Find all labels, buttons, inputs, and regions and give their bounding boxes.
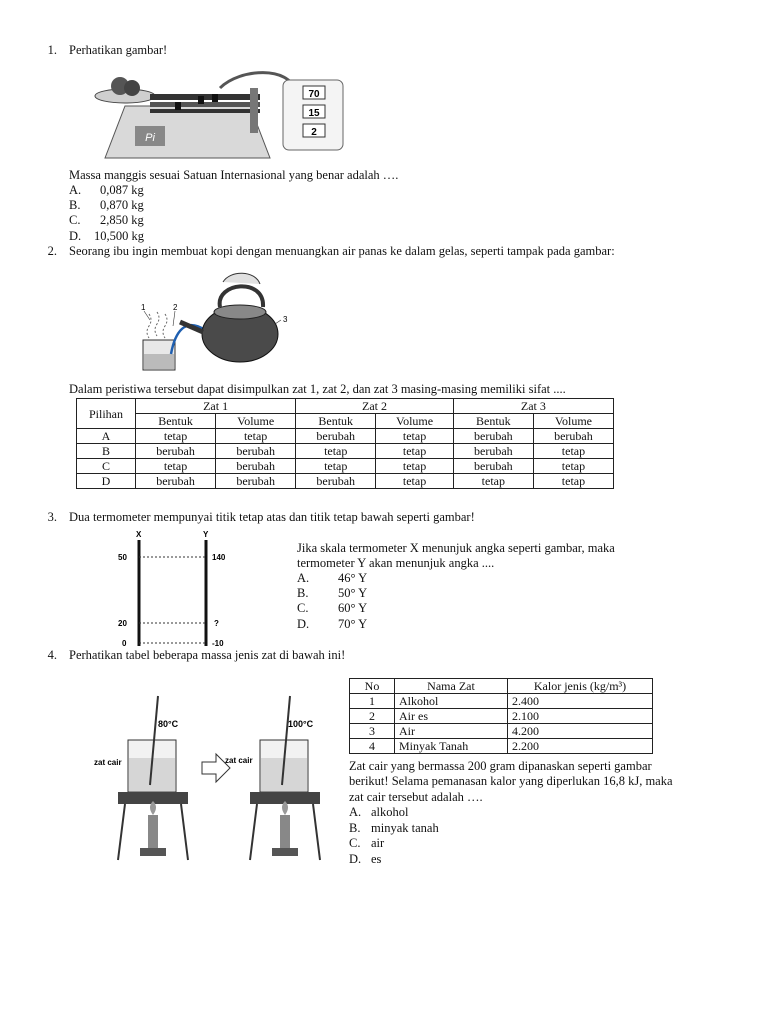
sub-header: Volume — [216, 414, 296, 429]
thermometers-figure — [110, 528, 260, 650]
q3-option-a-letter: A. — [297, 571, 310, 585]
thermometer-y-label: Y — [203, 530, 209, 539]
q1-option-c-letter: C. — [69, 213, 81, 227]
q4-option-b-text: minyak tanah — [371, 821, 439, 835]
kettle-pouring-figure — [135, 262, 295, 378]
question-2-text: Dalam peristiwa tersebut dapat disimpulkan zat 1, zat 2, dan zat 3 masing-masing memiliki sifat .... — [69, 382, 566, 396]
sub-header: Volume — [533, 414, 613, 429]
table-cell: berubah — [136, 444, 216, 459]
table-cell: tetap — [216, 429, 296, 444]
label-zat-cair-right: zat cair — [225, 756, 253, 765]
table-cell: 1 — [350, 694, 395, 709]
q3-option-b-letter: B. — [297, 586, 309, 600]
label-3: 3 — [283, 315, 288, 324]
table-cell: 2.200 — [508, 739, 653, 754]
question-1-text: Massa manggis sesuai Satuan Internasional yang benar adalah …. — [69, 168, 399, 182]
table-header-zat3: Zat 3 — [453, 399, 613, 414]
table-header-nama-zat: Nama Zat — [395, 679, 508, 694]
q4-option-a-letter: A. — [349, 805, 362, 819]
table-cell: Minyak Tanah — [395, 739, 508, 754]
table-cell: tetap — [533, 444, 613, 459]
table-cell: berubah — [216, 474, 296, 489]
question-4-text-line2: berikut! Selama pemanasan kalor yang diperlukan 16,8 kJ, maka — [349, 774, 673, 788]
q3-option-d-letter: D. — [297, 617, 310, 631]
q1-option-a-letter: A. — [69, 183, 82, 197]
q1-option-c-text: 2,850 kg — [100, 213, 144, 227]
q1-option-a-text: 0,087 kg — [100, 183, 144, 197]
row-label: D — [77, 474, 136, 489]
y-top-value: 140 — [212, 553, 226, 562]
table-cell: Air — [395, 724, 508, 739]
question-4-text-line3: zat cair tersebut adalah …. — [349, 790, 483, 804]
y-bottom-value: -10 — [212, 639, 224, 648]
heating-beakers-figure — [90, 690, 340, 865]
table-cell: tetap — [533, 459, 613, 474]
q1-option-d-letter: D. — [69, 229, 82, 243]
table-cell: 2.400 — [508, 694, 653, 709]
row-label: C — [77, 459, 136, 474]
table-cell: berubah — [216, 459, 296, 474]
table-cell: berubah — [453, 444, 533, 459]
thermometer-x-label: X — [136, 530, 142, 539]
table-header-zat1: Zat 1 — [136, 399, 296, 414]
question-4-number: 4. — [47, 648, 57, 662]
table-cell: tetap — [376, 444, 454, 459]
table-cell: 4 — [350, 739, 395, 754]
temp-left: 80°C — [158, 719, 179, 729]
q4-option-d-text: es — [371, 852, 382, 866]
table-cell: 2 — [350, 709, 395, 724]
label-zat-cair-left: zat cair — [94, 758, 122, 767]
table-cell: tetap — [136, 459, 216, 474]
table-cell: tetap — [533, 474, 613, 489]
question-1-prompt: Perhatikan gambar! — [69, 43, 168, 57]
q4-specific-heat-table — [349, 678, 653, 754]
table-cell: tetap — [136, 429, 216, 444]
sub-header: Bentuk — [296, 414, 376, 429]
scale-readout-2: 15 — [308, 108, 320, 119]
table-row — [350, 709, 653, 724]
scale-logo-text: Pi — [145, 132, 155, 144]
q1-option-b-letter: B. — [69, 198, 81, 212]
q3-option-a-text: 46° Y — [338, 571, 368, 585]
table-cell: berubah — [453, 429, 533, 444]
table-cell: tetap — [376, 459, 454, 474]
question-4-text-line1: Zat cair yang bermassa 200 gram dipanaskan seperti gambar — [349, 759, 652, 773]
scale-readout-3: 2 — [311, 127, 317, 138]
balance-scale-figure — [90, 66, 350, 166]
x-mid-value: 20 — [118, 619, 127, 628]
table-cell: Air es — [395, 709, 508, 724]
sub-header: Bentuk — [136, 414, 216, 429]
q1-option-b-text: 0,870 kg — [100, 198, 144, 212]
q4-option-c-text: air — [371, 836, 385, 850]
table-row — [77, 459, 614, 474]
temp-right: 100°C — [288, 719, 314, 729]
q4-option-b-letter: B. — [349, 821, 361, 835]
question-3-text-line1: Jika skala termometer X menunjuk angka seperti gambar, maka — [297, 541, 615, 555]
table-row — [77, 474, 614, 489]
label-2: 2 — [173, 303, 178, 312]
x-bottom-value: 0 — [122, 639, 127, 648]
label-1: 1 — [141, 303, 146, 312]
table-cell: 3 — [350, 724, 395, 739]
scale-readout-1: 70 — [308, 89, 320, 100]
table-row — [350, 739, 653, 754]
question-2-prompt: Seorang ibu ingin membuat kopi dengan menuangkan air panas ke dalam gelas, seperti tampak pada gambar: — [69, 244, 615, 258]
row-label: B — [77, 444, 136, 459]
q3-option-c-text: 60° Y — [338, 601, 368, 615]
q4-option-a-text: alkohol — [371, 805, 409, 819]
q4-option-c-letter: C. — [349, 836, 361, 850]
q3-option-b-text: 50° Y — [338, 586, 368, 600]
table-cell: 4.200 — [508, 724, 653, 739]
x-top-value: 50 — [118, 553, 127, 562]
table-cell: berubah — [453, 459, 533, 474]
q3-option-d-text: 70° Y — [338, 617, 368, 631]
question-4-prompt: Perhatikan tabel beberapa massa jenis zat di bawah ini! — [69, 648, 346, 662]
question-3-prompt: Dua termometer mempunyai titik tetap atas dan titik tetap bawah seperti gambar! — [69, 510, 475, 524]
table-header-no: No — [350, 679, 395, 694]
question-3-number: 3. — [47, 510, 57, 524]
table-cell: tetap — [453, 474, 533, 489]
q2-properties-table — [76, 398, 614, 489]
table-row — [350, 694, 653, 709]
sub-header: Bentuk — [453, 414, 533, 429]
table-cell: berubah — [296, 474, 376, 489]
q1-option-d-text: 10,500 kg — [94, 229, 144, 243]
y-mid-value: ? — [214, 619, 219, 628]
table-cell: Alkohol — [395, 694, 508, 709]
question-1-number: 1. — [47, 43, 57, 57]
table-cell: tetap — [376, 429, 454, 444]
table-cell: tetap — [376, 474, 454, 489]
table-row — [77, 429, 614, 444]
table-cell: berubah — [533, 429, 613, 444]
table-header-kalor-jenis: Kalor jenis (kg/m³) — [508, 679, 653, 694]
table-cell: berubah — [216, 444, 296, 459]
q3-option-c-letter: C. — [297, 601, 309, 615]
table-cell: berubah — [136, 474, 216, 489]
question-3-text-line2: termometer Y akan menunjuk angka .... — [297, 556, 495, 570]
table-cell: tetap — [296, 459, 376, 474]
table-header-pilihan: Pilihan — [77, 399, 136, 429]
sub-header: Volume — [376, 414, 454, 429]
table-header-zat2: Zat 2 — [296, 399, 454, 414]
table-row — [77, 444, 614, 459]
table-cell: berubah — [296, 429, 376, 444]
table-row — [350, 724, 653, 739]
row-label: A — [77, 429, 136, 444]
q4-option-d-letter: D. — [349, 852, 362, 866]
table-cell: 2.100 — [508, 709, 653, 724]
table-cell: tetap — [296, 444, 376, 459]
question-2-number: 2. — [47, 244, 57, 258]
